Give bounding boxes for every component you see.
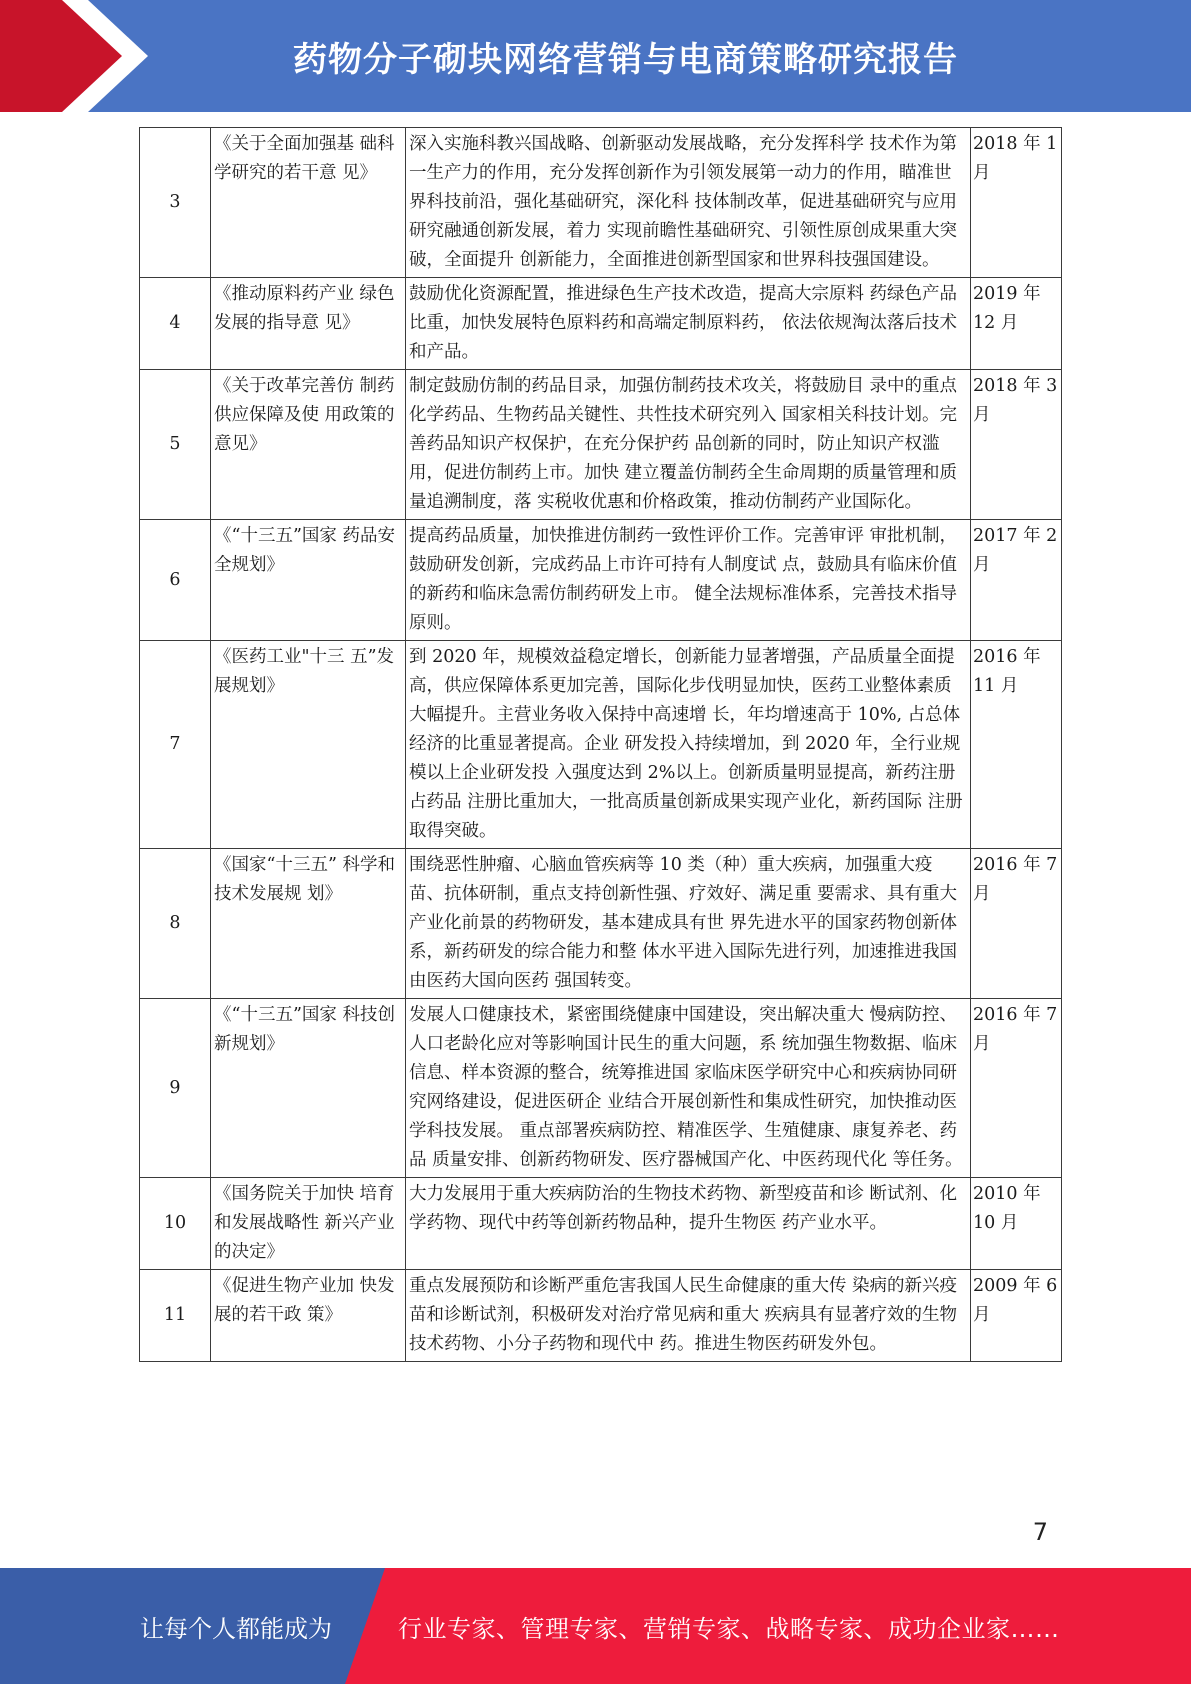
policy-name-cell: 《“十三五”国家 科技创新规划》 <box>211 999 406 1178</box>
policy-date-cell: 2018 年 1 月 <box>971 128 1062 278</box>
policy-date-cell: 2019 年 12 月 <box>971 278 1062 370</box>
row-number-cell: 4 <box>140 278 211 370</box>
row-number-cell: 7 <box>140 641 211 849</box>
policy-name-cell: 《关于改革完善仿 制药供应保障及使 用政策的意见》 <box>211 370 406 520</box>
policy-date-cell: 2016 年 7 月 <box>971 849 1062 999</box>
table-row <box>140 849 1062 999</box>
policy-description-cell: 提高药品质量，加快推进仿制药一致性评价工作。完善审评 审批机制，鼓励研发创新，完成药品上市许可持有人制度试 点，鼓励具有临床价值的新药和临床急需仿制药研发上市。 健全法规标准体系，完善技术指导原则。 <box>406 520 971 641</box>
policy-date-cell: 2010 年 10 月 <box>971 1178 1062 1270</box>
row-number-cell: 10 <box>140 1178 211 1270</box>
policy-description-cell: 到 2020 年，规模效益稳定增长，创新能力显著增强，产品质量全面提高，供应保障体系更加完善，国际化步伐明显加快，医药工业整体素质大幅提升。主营业务收入保持中高速增 长，年均增速高于 10%, 占总体经济的比重显著提高。企业 研发投入持续增加，到 2020 年，全行业规模以上企业研发投 入强度达到 2%以上。创新质量明显提高，新药注册占药品 注册比重加大，一批高质量创新成果实现产业化，新药国际 注册取得突破。 <box>406 641 971 849</box>
policy-date-cell: 2017 年 2 月 <box>971 520 1062 641</box>
page-header <box>0 0 1191 112</box>
table-row <box>140 520 1062 641</box>
row-number-cell: 6 <box>140 520 211 641</box>
policy-table <box>139 127 1062 1362</box>
policy-date-cell: 2016 年 7 月 <box>971 999 1062 1178</box>
policy-name-cell: 《推动原料药产业 绿色发展的指导意 见》 <box>211 278 406 370</box>
policy-date-cell: 2009 年 6 月 <box>971 1270 1062 1362</box>
policy-description-cell: 制定鼓励仿制的药品目录，加强仿制药技术攻关，将鼓励目 录中的重点化学药品、生物药品关键性、共性技术研究列入 国家相关科技计划。完善药品知识产权保护，在充分保护药 品创新的同时，防止知识产权滥用，促进仿制药上市。加快 建立覆盖仿制药全生命周期的质量管理和质量追溯制度，落 实税收优惠和价格政策，推动仿制药产业国际化。 <box>406 370 971 520</box>
policy-name-cell: 《国家“十三五” 科学和技术发展规 划》 <box>211 849 406 999</box>
table-row <box>140 641 1062 849</box>
policy-name-cell: 《国务院关于加快 培育和发展战略性 新兴产业的决定》 <box>211 1178 406 1270</box>
report-title: 药物分子砌块网络营销与电商策略研究报告 <box>293 39 958 80</box>
policy-date-cell: 2018 年 3 月 <box>971 370 1062 520</box>
footer-slogan-right: 行业专家、管理专家、营销专家、战略专家、成功企业家…… <box>398 1614 1060 1643</box>
table-row <box>140 1270 1062 1362</box>
table-row <box>140 128 1062 278</box>
policy-date-cell: 2016 年 11 月 <box>971 641 1062 849</box>
row-number-cell: 3 <box>140 128 211 278</box>
policy-name-cell: 《促进生物产业加 快发展的若干政 策》 <box>211 1270 406 1362</box>
page-footer <box>0 1568 1191 1684</box>
table-row <box>140 999 1062 1178</box>
table-row <box>140 278 1062 370</box>
policy-description-cell: 重点发展预防和诊断严重危害我国人民生命健康的重大传 染病的新兴疫苗和诊断试剂，积极研发对治疗常见病和重大 疾病具有显著疗效的生物技术药物、小分子药物和现代中 药。推进生物医药研发外包。 <box>406 1270 971 1362</box>
row-number-cell: 11 <box>140 1270 211 1362</box>
row-number-cell: 8 <box>140 849 211 999</box>
policy-description-cell: 深入实施科教兴国战略、创新驱动发展战略，充分发挥科学 技术作为第一生产力的作用，充分发挥创新作为引领发展第一动力的作用，瞄准世界科技前沿，强化基础研究，深化科 技体制改革，促进基础研究与应用研究融通创新发展，着力 实现前瞻性基础研究、引领性原创成果重大突破，全面提升 创新能力，全面推进创新型国家和世界科技强国建设。 <box>406 128 971 278</box>
row-number-cell: 9 <box>140 999 211 1178</box>
policy-name-cell: 《“十三五”国家 药品安全规划》 <box>211 520 406 641</box>
policy-description-cell: 鼓励优化资源配置，推进绿色生产技术改造，提高大宗原料 药绿色产品比重，加快发展特色原料药和高端定制原料药， 依法依规淘汰落后技术和产品。 <box>406 278 971 370</box>
policy-name-cell: 《关于全面加强基 础科学研究的若干意 见》 <box>211 128 406 278</box>
policy-name-cell: 《医药工业"十三 五”发展规划》 <box>211 641 406 849</box>
policy-description-cell: 围绕恶性肿瘤、心脑血管疾病等 10 类（种）重大疾病，加强重大疫苗、抗体研制，重点支持创新性强、疗效好、满足重 要需求、具有重大产业化前景的药物研发，基本建成具有世 界先进水平的国家药物创新体系，新药研发的综合能力和整 体水平进入国际先进行列，加速推进我国由医药大国向医药 强国转变。 <box>406 849 971 999</box>
row-number-cell: 5 <box>140 370 211 520</box>
page-number: 7 <box>1032 1518 1048 1546</box>
policy-description-cell: 大力发展用于重大疾病防治的生物技术药物、新型疫苗和诊 断试剂、化学药物、现代中药等创新药物品种，提升生物医 药产业水平。 <box>406 1178 971 1270</box>
table-row <box>140 370 1062 520</box>
footer-slogan-left: 让每个人都能成为 <box>140 1614 332 1643</box>
table-row <box>140 1178 1062 1270</box>
policy-description-cell: 发展人口健康技术，紧密围绕健康中国建设，突出解决重大 慢病防控、人口老龄化应对等影响国计民生的重大问题，系 统加强生物数据、临床信息、样本资源的整合，统筹推进国 家临床医学研究中心和疾病协同研究网络建设，促进医研企 业结合开展创新性和集成性研究，加快推动医学科技发展。 重点部署疾病防控、精准医学、生殖健康、康复养老、药品 质量安排、创新药物研发、医疗器械国产化、中医药现代化 等任务。 <box>406 999 971 1178</box>
